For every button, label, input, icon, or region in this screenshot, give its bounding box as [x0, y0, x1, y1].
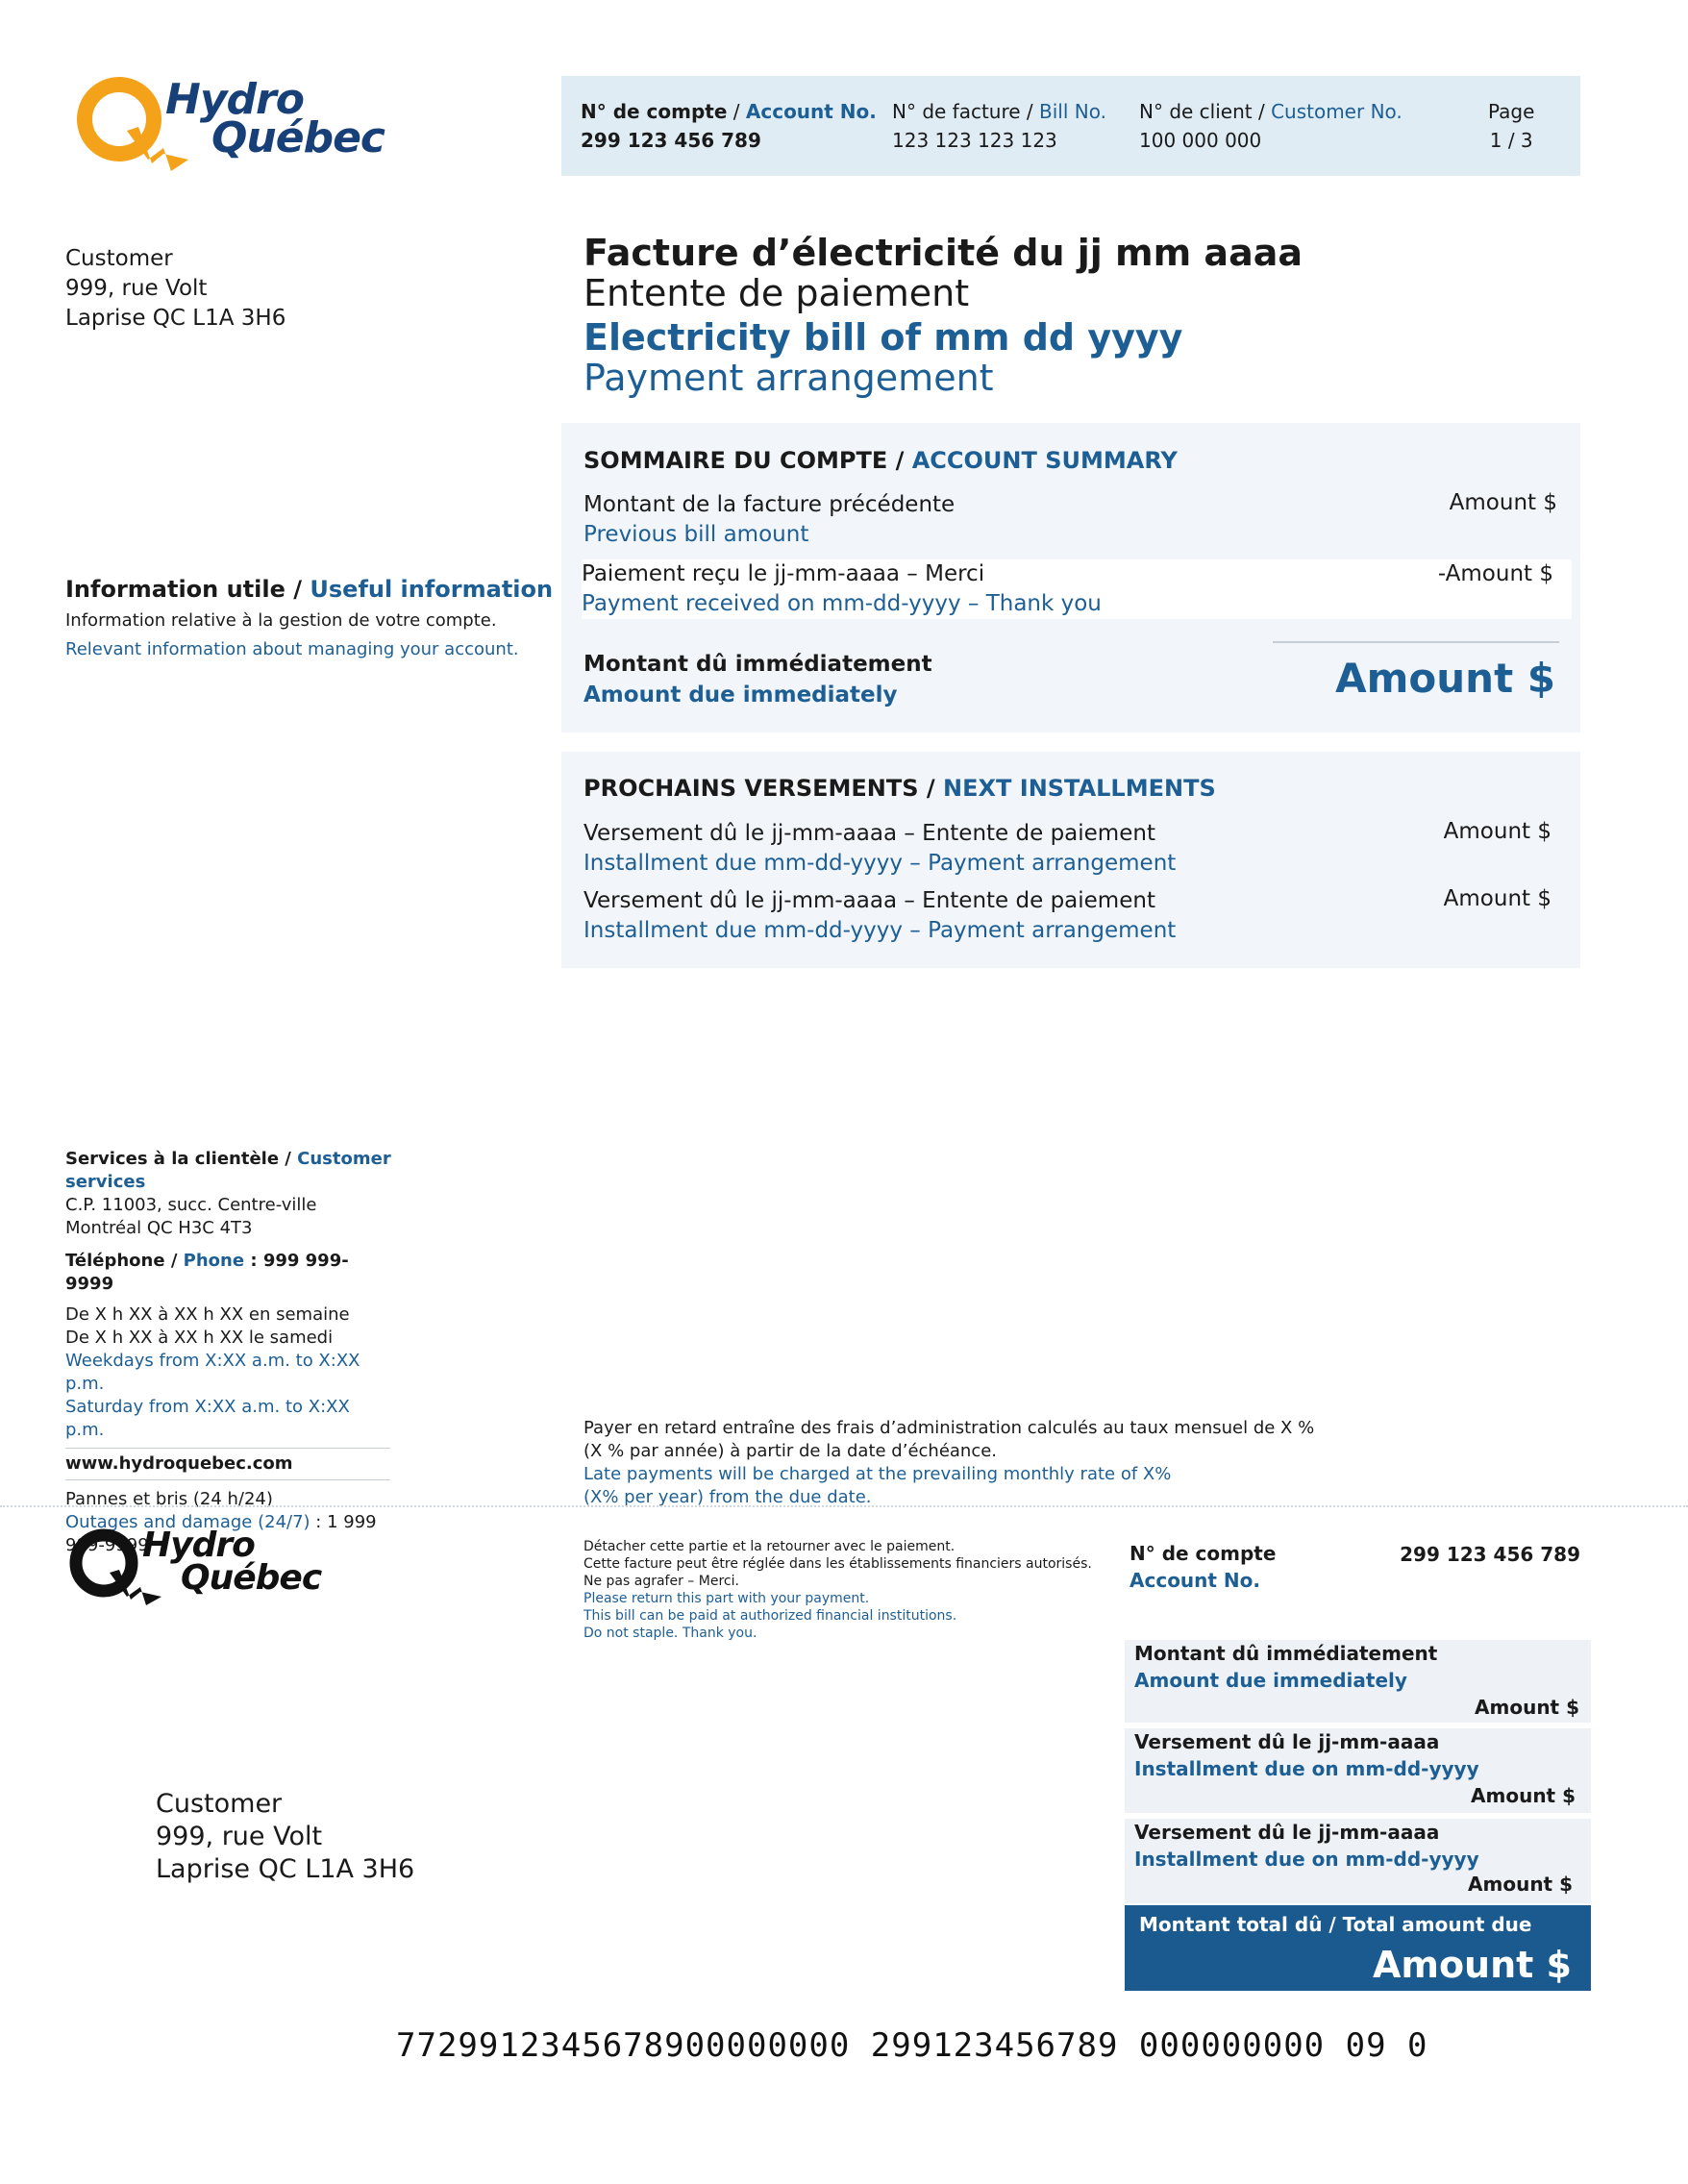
installment-row-fr: Versement dû le jj-mm-aaaa – Entente de paiement	[583, 888, 1155, 913]
stub-box-fr: Versement dû le jj-mm-aaaa	[1134, 1730, 1440, 1753]
services-sep: /	[279, 1149, 298, 1169]
stub-account-fr: N° de compte	[1129, 1542, 1277, 1565]
title-en: Electricity bill of mm dd yyyy	[583, 316, 1183, 359]
stub-account-value: 299 123 456 789	[1400, 1543, 1580, 1566]
outage-fr: Pannes et bris (24 h/24)	[65, 1489, 273, 1509]
header-bill-en: Bill No.	[1039, 100, 1106, 123]
header-bill-value: 123 123 123 123	[892, 129, 1057, 152]
stub-box-en: Installment due on mm-dd-yyyy	[1134, 1757, 1479, 1780]
bill-title	[583, 231, 1303, 400]
stub-account-en: Account No.	[1129, 1569, 1261, 1592]
stub-box-installment	[1125, 1728, 1591, 1813]
stub-total-amount: Amount $	[1372, 1944, 1572, 1986]
useful-text-en: Relevant information about managing your account.	[65, 639, 519, 659]
summary-divider	[1273, 641, 1559, 643]
address-street: 999, rue Volt	[65, 276, 208, 301]
stub-note-en1: Please return this part with your payment.	[583, 1591, 870, 1606]
stub-note-fr1: Détacher cette partie et la retourner avec le paiement.	[583, 1539, 956, 1554]
useful-title-fr: Information utile	[65, 576, 285, 603]
header-band	[561, 76, 1580, 176]
services-divider	[65, 1448, 390, 1449]
micr-line: 7729912345678900000000 299123456789 000000000 09 0	[396, 2026, 1428, 2065]
phone-label-fr: Téléphone	[65, 1251, 165, 1271]
customer-services: Services à la clientèle / Customer services C.P. 11003, succ. Centre-ville Montréal QC H3C 4T3 Téléphone / Phone : 999 999-9999 De X h XX à XX h XX en semaine De X h XX à XX h XX le samedi Weekdays from X:XX a.m. to X:XX p.m. Saturday from X:XX a.m. to X:XX p.m. www.hydroquebec.com Pannes et bris (24 h/24) Outages and damage (24/7) : 1 999 999-9999	[65, 1149, 391, 1555]
outage-en: Outages and damage (24/7)	[65, 1512, 310, 1532]
installment-row-amount: Amount $	[1443, 886, 1551, 911]
summary-row-en: Payment received on mm-dd-yyyy – Thank you	[582, 591, 1102, 616]
late-en-line2: (X% per year) from the due date.	[583, 1487, 872, 1507]
stub-box-fr: Versement dû le jj-mm-aaaa	[1134, 1821, 1440, 1844]
header-bill-sep: /	[1020, 100, 1040, 123]
summary-title-sep: /	[887, 447, 912, 474]
outage-phone: : 1 999 999-9999	[65, 1512, 377, 1555]
stub-note-en2: This bill can be paid at authorized financial institutions.	[583, 1608, 957, 1624]
phone-sep: /	[164, 1251, 184, 1271]
summary-row-fr: Montant de la facture précédente	[583, 492, 956, 517]
useful-title-en: Useful information	[310, 576, 554, 603]
installments-title-en: NEXT INSTALLMENTS	[943, 775, 1216, 802]
hours-en-saturday: Saturday from X:XX a.m. to X:XX p.m.	[65, 1397, 350, 1440]
header-customer-en: Customer No.	[1271, 100, 1403, 123]
stub-return-note	[583, 1538, 1092, 1642]
stub-box-installment	[1125, 1819, 1591, 1903]
header-customer	[1139, 97, 1403, 155]
stub-address-street: 999, rue Volt	[156, 1822, 323, 1851]
installment-row-en: Installment due mm-dd-yyyy – Payment arrangement	[583, 851, 1177, 876]
logo-word-hydro: Hydro	[165, 75, 304, 124]
phone-label-en: Phone	[183, 1251, 245, 1271]
summary-row-payment	[582, 559, 1572, 619]
useful-text-fr: Information relative à la gestion de votre compte.	[65, 610, 497, 631]
stub-account	[1129, 1540, 1276, 1594]
header-customer-sep: /	[1252, 100, 1272, 123]
header-customer-value: 100 000 000	[1139, 129, 1262, 152]
summary-title-fr: SOMMAIRE DU COMPTE	[583, 447, 888, 474]
summary-row-en: Previous bill amount	[583, 522, 809, 547]
header-bill	[892, 97, 1106, 155]
useful-info	[65, 573, 553, 661]
late-en-line1: Late payments will be charged at the prevailing monthly rate of X%	[583, 1464, 1172, 1484]
stub-note-en3: Do not staple. Thank you.	[583, 1626, 757, 1641]
late-payment-note	[583, 1417, 1314, 1509]
hours-en-weekdays: Weekdays from X:XX a.m. to X:XX p.m.	[65, 1351, 360, 1394]
customer-address	[65, 244, 285, 334]
stub-box-fr: Montant dû immédiatement	[1134, 1642, 1438, 1665]
summary-row-amount: -Amount $	[1437, 561, 1553, 586]
tear-line	[0, 1505, 1688, 1507]
header-account	[581, 97, 877, 155]
header-account-en: Account No.	[745, 100, 877, 123]
summary-title-en: ACCOUNT SUMMARY	[911, 447, 1178, 474]
stub-box-amount: Amount $	[1468, 1873, 1573, 1896]
installments-title-sep: /	[918, 775, 944, 802]
phone-value: 999 999-9999	[65, 1251, 349, 1294]
logo-word-quebec: Québec	[211, 113, 385, 162]
header-page-value: 1 / 3	[1489, 129, 1533, 152]
stub-box-en: Installment due on mm-dd-yyyy	[1134, 1848, 1479, 1871]
stub-address-city: Laprise QC L1A 3H6	[156, 1854, 415, 1884]
installment-row-amount: Amount $	[1443, 819, 1551, 844]
address-name: Customer	[65, 246, 173, 271]
website-link[interactable]: www.hydroquebec.com	[65, 1453, 293, 1474]
next-installments-panel	[561, 752, 1580, 968]
summary-due-en: Amount due immediately	[583, 682, 898, 707]
header-account-value: 299 123 456 789	[581, 129, 761, 152]
header-customer-fr: N° de client	[1139, 100, 1253, 123]
stub-total-label: Montant total dû / Total amount due	[1139, 1913, 1532, 1936]
summary-row-amount: Amount $	[1449, 490, 1557, 515]
logo-word-quebec: Québec	[181, 1558, 322, 1598]
stub-box-due	[1125, 1640, 1591, 1723]
title-fr-sub: Entente de paiement	[583, 272, 970, 314]
account-summary-panel	[561, 423, 1580, 732]
title-en-sub: Payment arrangement	[583, 357, 994, 399]
services-divider	[65, 1479, 390, 1480]
summary-row-previous	[583, 490, 955, 550]
summary-due-fr: Montant dû immédiatement	[583, 652, 932, 677]
stub-address-name: Customer	[156, 1789, 283, 1819]
summary-due-amount: Amount $	[1335, 655, 1555, 702]
services-addr1: C.P. 11003, succ. Centre-ville	[65, 1195, 317, 1215]
hours-fr-saturday: De X h XX à XX h XX le samedi	[65, 1328, 334, 1348]
stub-box-amount: Amount $	[1475, 1696, 1579, 1719]
stub-box-amount: Amount $	[1471, 1784, 1576, 1807]
stub-total-box	[1125, 1905, 1591, 1991]
header-account-fr: N° de compte	[581, 100, 728, 123]
summary-due	[583, 649, 932, 710]
installment-row-en: Installment due mm-dd-yyyy – Payment arrangement	[583, 918, 1177, 943]
installment-row	[583, 886, 1176, 946]
logo-word-hydro: Hydro	[142, 1526, 255, 1565]
installments-title	[583, 775, 1216, 802]
stub-box-en: Amount due immediately	[1134, 1669, 1407, 1692]
stub-note-fr3: Ne pas agrafer – Merci.	[583, 1574, 739, 1589]
hours-fr-weekdays: De X h XX à XX h XX en semaine	[65, 1304, 350, 1325]
services-title-fr: Services à la clientèle	[65, 1149, 280, 1169]
header-bill-fr: N° de facture	[892, 100, 1021, 123]
late-fr-line1: Payer en retard entraîne des frais d’administration calculés au taux mensuel de X %	[583, 1418, 1315, 1438]
services-title-en: Customer services	[65, 1149, 391, 1192]
summary-row-fr: Paiement reçu le jj-mm-aaaa – Merci	[582, 561, 985, 586]
stub-note-fr2: Cette facture peut être réglée dans les établissements financiers autorisés.	[583, 1556, 1092, 1572]
stub-address	[156, 1788, 414, 1886]
services-addr2: Montréal QC H3C 4T3	[65, 1218, 253, 1238]
hydro-quebec-logo-stub	[63, 1525, 333, 1611]
header-page-label: Page	[1488, 100, 1535, 123]
installments-title-fr: PROCHAINS VERSEMENTS	[583, 775, 919, 802]
late-fr-line2: (X % par année) à partir de la date d’échéance.	[583, 1441, 998, 1461]
summary-title	[583, 447, 1178, 474]
useful-sep: /	[285, 576, 310, 603]
address-city: Laprise QC L1A 3H6	[65, 306, 286, 331]
header-account-sep: /	[727, 100, 746, 123]
installment-row	[583, 819, 1176, 879]
title-fr: Facture d’électricité du jj mm aaaa	[583, 232, 1303, 274]
installment-row-fr: Versement dû le jj-mm-aaaa – Entente de paiement	[583, 821, 1155, 846]
hydro-quebec-logo	[71, 71, 385, 177]
header-page	[1488, 97, 1534, 155]
